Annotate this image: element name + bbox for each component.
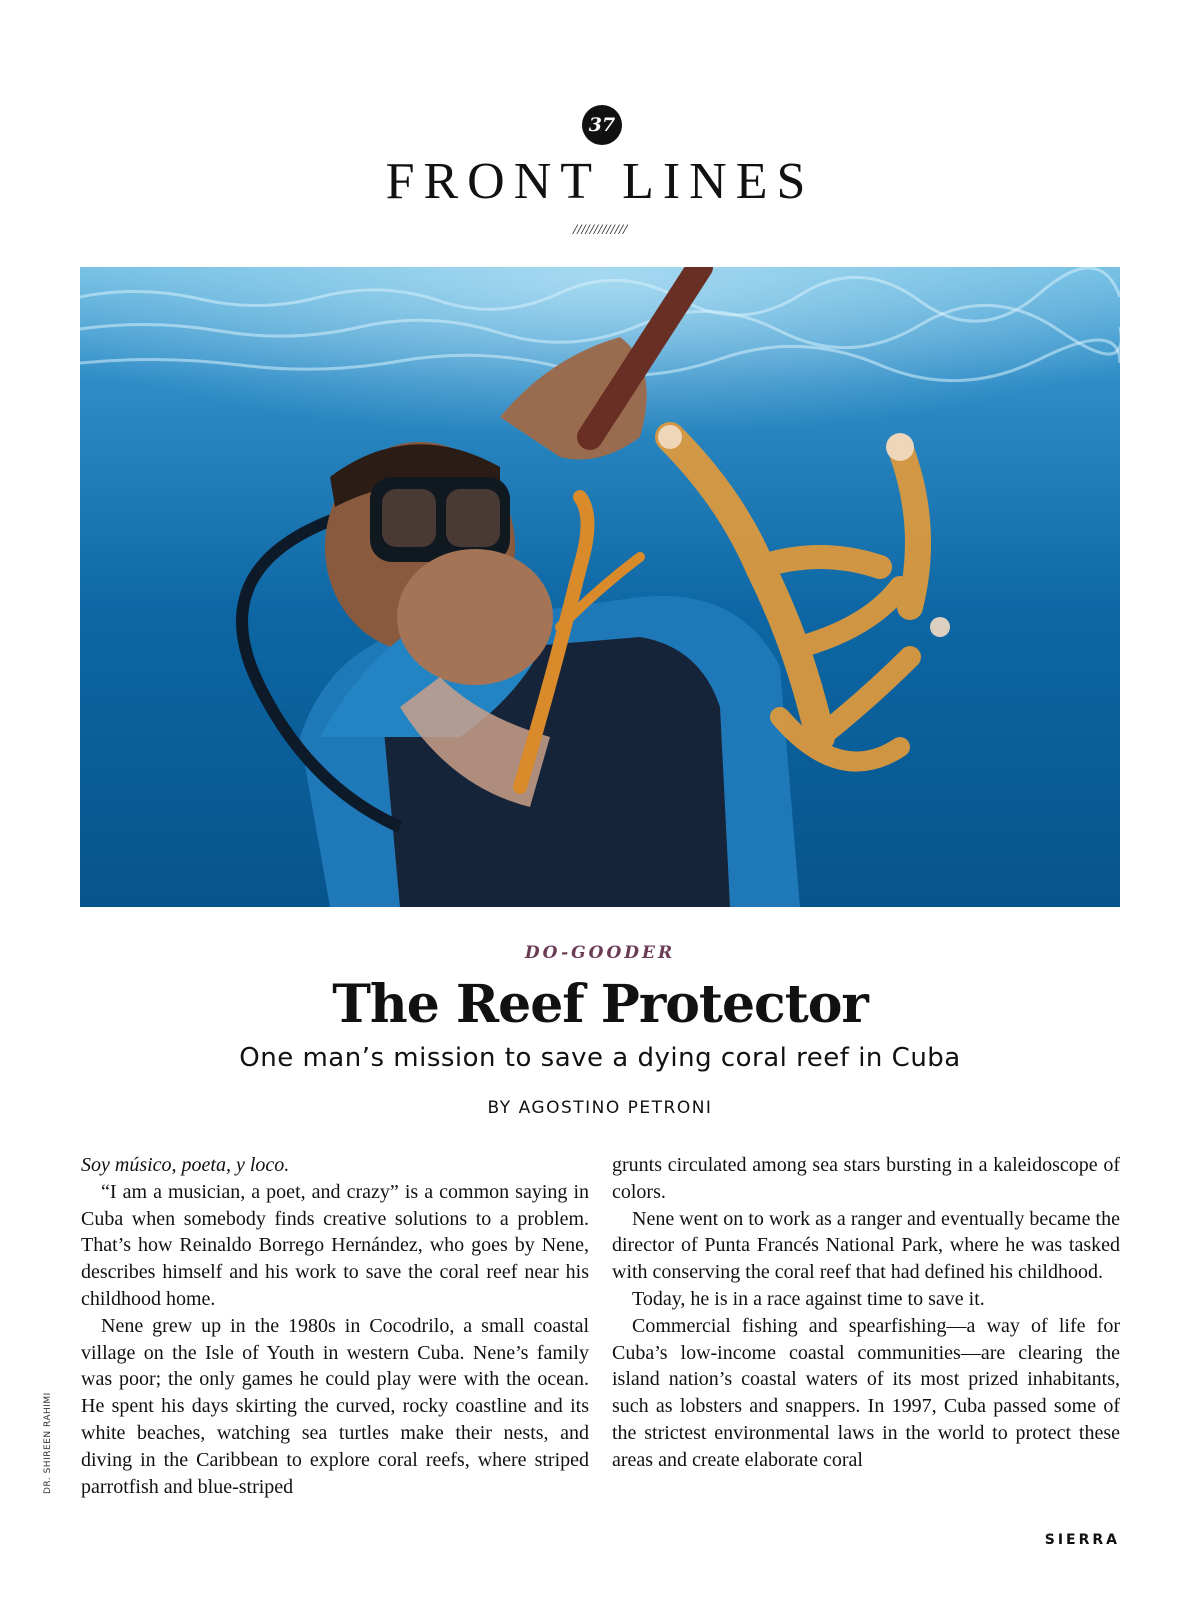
photo-credit: DR. SHIREEN RAHIMI <box>43 1392 53 1494</box>
article-byline: BY AGOSTINO PETRONI <box>487 1098 713 1118</box>
article-headline: The Reef Protector <box>332 974 868 1035</box>
article-dek: One man’s mission to save a dying coral reef in Cuba <box>239 1043 961 1073</box>
body-paragraph: Commercial fishing and spearfishing—a way of life for Cuba’s low-income coastal communities—are clearing the island nation’s coastal waters of its most prized inhabitants, such as lobsters and snappers. In 1997, Cuba passed some of the strictest environmental laws in the world to protect these areas and create elaborate coral <box>612 1314 1120 1471</box>
section-divider: ///////////// <box>572 222 628 238</box>
body-column-left <box>81 1152 589 1500</box>
body-paragraph: Nene went on to work as a ranger and eventually became the director of Punta Francés National Park, where he was tasked with conserving the coral reef that had defined his childhood. <box>612 1207 1120 1284</box>
body-paragraph: Soy músico, poeta, y loco. <box>81 1154 290 1176</box>
page-number: 37 <box>588 114 616 136</box>
hero-photo <box>80 267 1120 907</box>
publication-footer: SIERRA <box>1044 1532 1120 1548</box>
underwater-diver-photo-icon <box>80 267 1120 907</box>
body-paragraph: Today, he is in a race against time to save it. <box>632 1287 985 1310</box>
page-number-badge <box>582 105 622 145</box>
article-kicker: DO-GOODER <box>524 943 676 963</box>
body-paragraph: grunts circulated among sea stars bursting in a kaleidoscope of colors. <box>612 1154 1120 1203</box>
body-column-right <box>612 1152 1120 1474</box>
body-paragraph: Nene grew up in the 1980s in Cocodrilo, a small coastal village on the Isle of Youth in western Cuba. Nene’s family was poor; the only games he could play were with the ocean. He spent his days skirting the curved, rocky coastline and its white beaches, watching sea turtles make their nests, and diving in the Caribbean to explore coral reefs, where striped parrotfish and blue-striped <box>81 1314 589 1498</box>
body-paragraph: “I am a musician, a poet, and crazy” is a common saying in Cuba when somebody finds creative solutions to a problem. That’s how Reinaldo Borrego Hernández, who goes by Nene, describes himself and his work to save the coral reef near his childhood home. <box>81 1180 589 1310</box>
section-title: FRONT LINES <box>385 153 815 210</box>
